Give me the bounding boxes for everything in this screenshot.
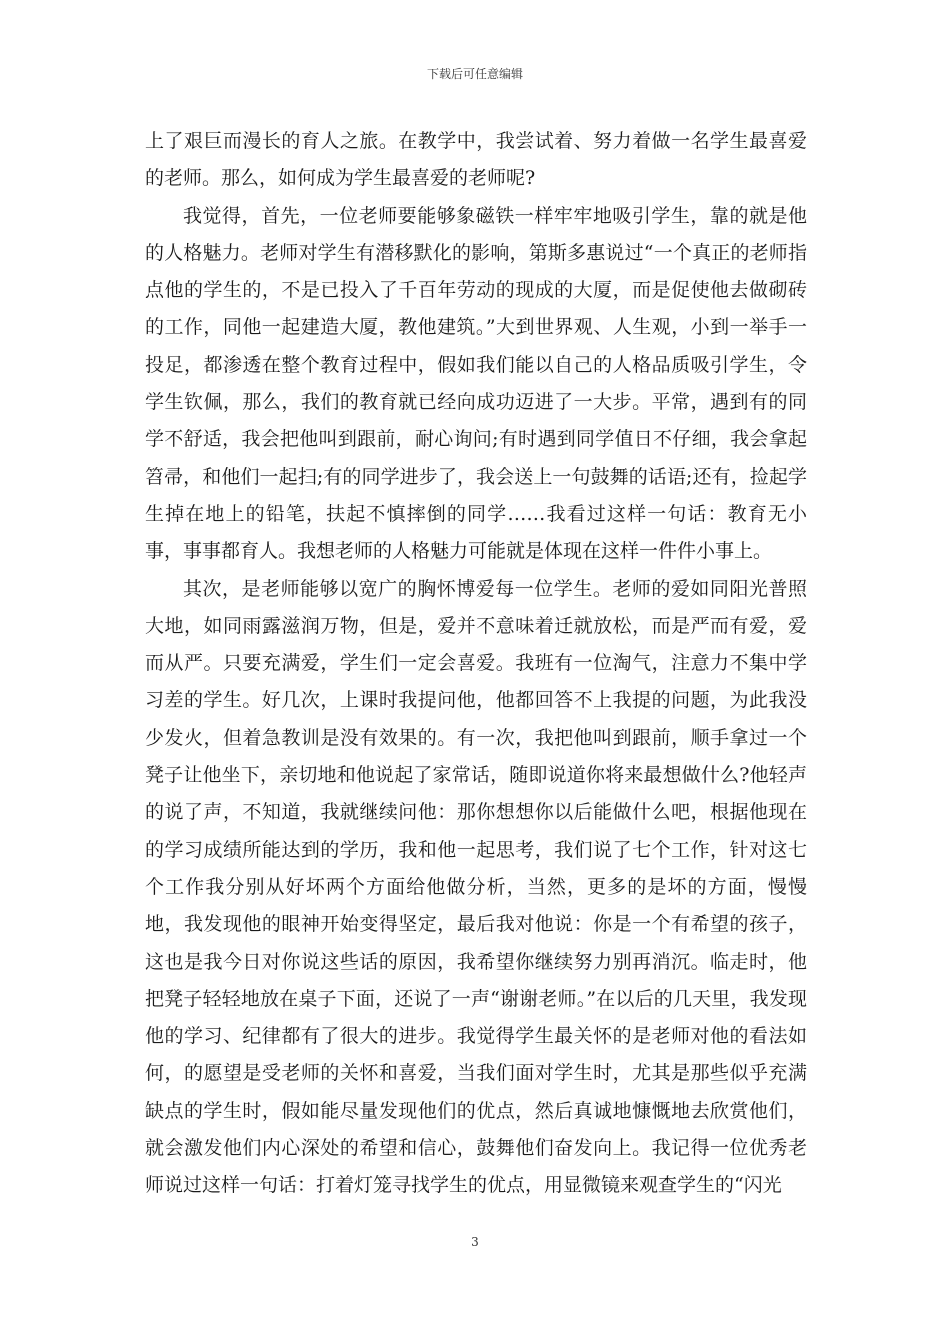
paragraph-love: 其次，是老师能够以宽广的胸怀博爱每一位学生。老师的爱如同阳光普照大地，如同雨露滋润万物，但是，爱并不意味着迁就放松，而是严而有爱，爱而从严。只要充满爱，学生们一定会喜爱。我班有一位淘气，注意力不集中学习差的学生。好几次，上课时我提问他，他都回答不上我提的问题，为此我没少发火，但着急教训是没有效果的。有一次，我把他叫到跟前，顺手拿过一个凳子让他坐下，亲切地和他说起了家常话，随即说道你将来最想做什么?他轻声的说了声，不知道，我就继续问他：那你想想你以后能做什么吧，根据他现在的学习成绩所能达到的学历，我和他一起思考，我们说了七个工作，针对这七个工作我分别从好坏两个方面给他做分析，当然，更多的是坏的方面，慢慢地，我发现他的眼神开始变得坚定，最后我对他说：你是一个有希望的孩子，这也是我今日对你说这些话的原因，我希望你继续努力别再消沉。临走时，他把凳子轻轻地放在桌子下面，还说了一声“谢谢老师。”在以后的几天里，我发现他的学习、纪律都有了很大的进步。我觉得学生最关怀的是老师对他的看法如何，的愿望是受老师的关怀和喜爱，当我们面对学生时，尤其是那些似乎充满缺点的学生时，假如能尽量发现他们的优点，然后真诚地慷慨地去欣赏他们，就会激发他们内心深处的希望和信心，鼓舞他们奋发向上。我记得一位优秀老师说过这样一句话：打着灯笼寻找学生的优点，用显微镜来观查学生的“闪光 bbox=[145, 577, 807, 1197]
paragraph-continuation: 上了艰巨而漫长的育人之旅。在教学中，我尝试着、努力着做一名学生最喜爱的老师。那么，如何成为学生最喜爱的老师呢? bbox=[145, 130, 807, 190]
document-body bbox=[145, 123, 807, 1205]
paragraph-personality: 我觉得，首先，一位老师要能够象磁铁一样牢牢地吸引学生，靠的就是他的人格魅力。老师对学生有潜移默化的影响，第斯多惠说过“一个真正的老师指点他的学生的，不是已投入了千百年劳动的现成的大厦，而是促使他去做砌砖的工作，同他一起建造大厦，教他建筑。”大到世界观、人生观，小到一举手一投足，都渗透在整个教育过程中，假如我们能以自己的人格品质吸引学生，令学生钦佩，那么，我们的教育就已经向成功迈进了一大步。平常，遇到有的同学不舒适，我会把他叫到跟前，耐心询问;有时遇到同学值日不仔细，我会拿起笤帚，和他们一起扫;有的同学进步了，我会送上一句鼓舞的话语;还有，捡起学生掉在地上的铅笔，扶起不慎摔倒的同学……我看过这样一句话：教育无小事，事事都育人。我想老师的人格魅力可能就是体现在这样一件件小事上。 bbox=[145, 204, 807, 563]
page-header: 下载后可任意编辑 bbox=[426, 67, 523, 81]
page-number: 3 bbox=[471, 1235, 479, 1249]
